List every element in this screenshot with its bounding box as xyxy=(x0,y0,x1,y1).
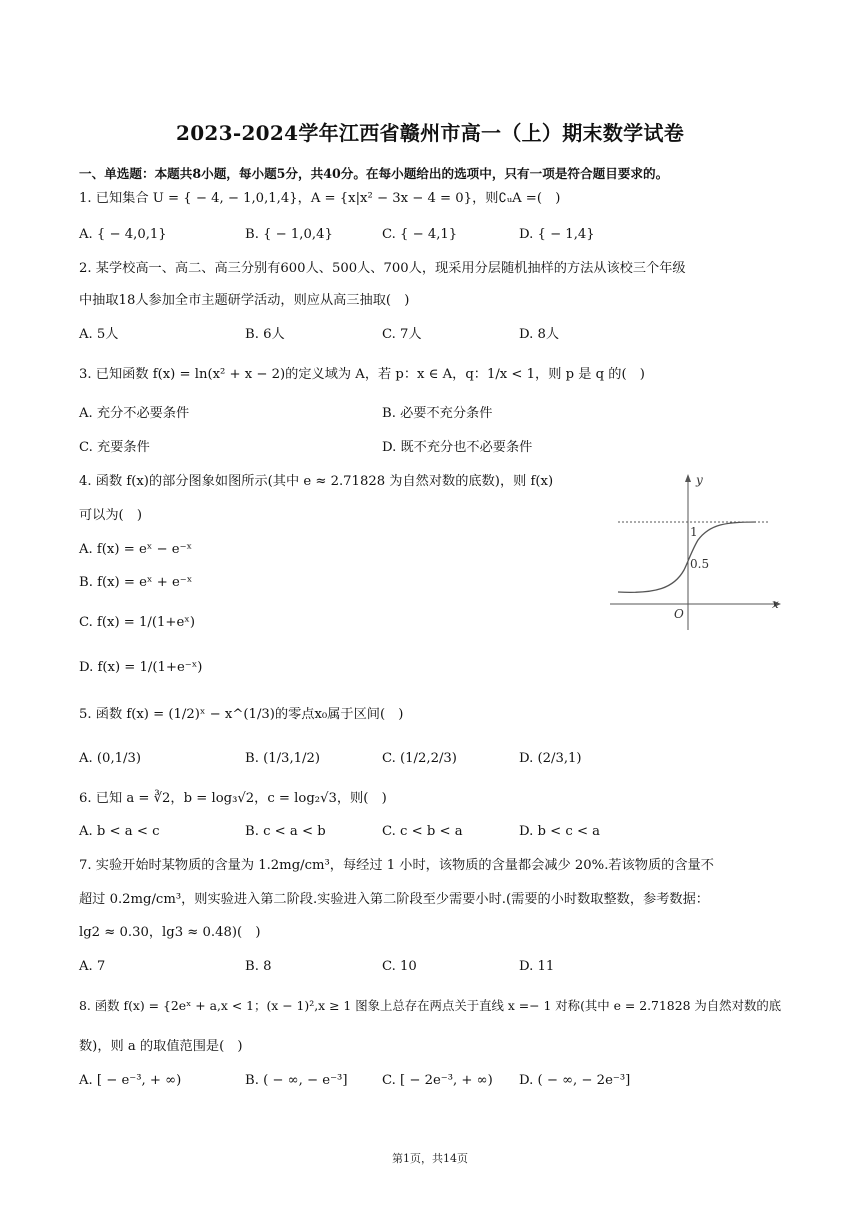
q1-option-b: B. { − 1,0,4} xyxy=(245,227,333,242)
question-8-stem-line1: 8. 函数 f(x) = {2eˣ + a,x < 1；(x − 1)²,x ≥ 1 图象上总存在两点关于直线 x =− 1 对称(其中 e = 2.71828 为自然对数的底 xyxy=(79,998,782,1013)
x-axis-label: x xyxy=(772,597,779,611)
question-5-stem: 5. 函数 f(x) = (1/2)ˣ − x^(1/3)的零点x₀属于区间( ) xyxy=(79,707,404,722)
question-4-stem-line2: 可以为( ) xyxy=(79,508,143,523)
q7-option-a: A. 7 xyxy=(79,959,106,974)
q7-option-d: D. 11 xyxy=(519,959,555,974)
question-7-stem-line1: 7. 实验开始时某物质的含量为 1.2mg/cm³，每经过 1 小时，该物质的含量都会减少 20%.若该物质的含量不 xyxy=(79,858,714,873)
question-2-stem-line1: 2. 某学校高一、高二、高三分别有600人、500人、700人，现采用分层随机抽样的方法从该校三个年级 xyxy=(79,261,686,276)
q2-option-d: D. 8人 xyxy=(519,327,560,342)
q4-option-a: A. f(x) = eˣ − e⁻ˣ xyxy=(79,542,193,557)
question-8-stem-line2: 数)，则 a 的取值范围是( ) xyxy=(79,1039,243,1054)
q4-option-d: D. f(x) = 1/(1+e⁻ˣ) xyxy=(79,660,203,675)
q2-option-a: A. 5人 xyxy=(79,327,119,342)
sigmoid-curve xyxy=(618,522,756,592)
label-one: 1 xyxy=(690,525,698,539)
question-2-stem-line2: 中抽取18人参加全市主题研学活动，则应从高三抽取( ) xyxy=(79,293,410,308)
question-3-stem: 3. 已知函数 f(x) = ln(x² + x − 2)的定义域为 A，若 p：x ∈ A，q：1/x < 1，则 p 是 q 的( ) xyxy=(79,367,645,382)
q5-option-d: D. (2/3,1) xyxy=(519,751,582,766)
question-6-stem: 6. 已知 a = ∛2，b = log₃√2，c = log₂√3，则( ) xyxy=(79,791,387,806)
label-half: 0.5 xyxy=(690,557,710,571)
q6-option-d: D. b < c < a xyxy=(519,824,601,839)
y-axis-label: y xyxy=(696,473,703,487)
y-axis-arrow-icon xyxy=(685,474,691,482)
question-7-stem-line2: 超过 0.2mg/cm³，则实验进入第二阶段.实验进入第二阶段至少需要小时.(需要的小时数取整数，参考数据： xyxy=(79,892,709,907)
q3-option-a: A. 充分不必要条件 xyxy=(79,406,190,421)
question-4-stem-line1: 4. 函数 f(x)的部分图象如图所示(其中 e ≈ 2.71828 为自然对数的底数)，则 f(x) xyxy=(79,474,554,489)
q7-option-b: B. 8 xyxy=(245,959,272,974)
q5-option-a: A. (0,1/3) xyxy=(79,751,142,766)
q8-option-d: D. ( − ∞, − 2e⁻³] xyxy=(519,1073,631,1088)
q4-option-b: B. f(x) = eˣ + e⁻ˣ xyxy=(79,575,193,590)
origin-label: O xyxy=(674,607,684,621)
question-1-stem: 1. 已知集合 U = { − 4, − 1,0,1,4}，A = {x|x² − 3x − 4 = 0}，则∁ᵤA =( ) xyxy=(79,191,561,206)
q6-option-c: C. c < b < a xyxy=(382,824,463,839)
q8-option-b: B. ( − ∞, − e⁻³] xyxy=(245,1073,348,1088)
q1-option-d: D. { − 1,4} xyxy=(519,227,595,242)
q1-option-c: C. { − 4,1} xyxy=(382,227,458,242)
q5-option-b: B. (1/3,1/2) xyxy=(245,751,321,766)
q6-option-a: A. b < a < c xyxy=(79,824,160,839)
q2-option-c: C. 7人 xyxy=(382,327,422,342)
q1-option-a: A. { − 4,0,1} xyxy=(79,227,167,242)
q3-option-b: B. 必要不充分条件 xyxy=(382,406,493,421)
q2-option-b: B. 6人 xyxy=(245,327,285,342)
q3-option-d: D. 既不充分也不必要条件 xyxy=(382,440,533,455)
question-7-stem-line3: lg2 ≈ 0.30，lg3 ≈ 0.48)( ) xyxy=(79,925,261,940)
q3-option-c: C. 充要条件 xyxy=(79,440,150,455)
q8-option-c: C. [ − 2e⁻³, + ∞) xyxy=(382,1073,493,1088)
q4-option-c: C. f(x) = 1/(1+eˣ) xyxy=(79,615,196,630)
q4-function-graph xyxy=(606,470,786,635)
page-footer: 第1页，共14页 xyxy=(392,1152,468,1165)
q5-option-c: C. (1/2,2/3) xyxy=(382,751,457,766)
section-heading: 一、单选题：本题共8小题，每小题5分，共40分。在每小题给出的选项中，只有一项是符合题目要求的。 xyxy=(79,166,669,181)
page-title: 2023-2024学年江西省赣州市高一（上）期末数学试卷 xyxy=(175,121,685,145)
q6-option-b: B. c < a < b xyxy=(245,824,326,839)
q7-option-c: C. 10 xyxy=(382,959,417,974)
q8-option-a: A. [ − e⁻³, + ∞) xyxy=(79,1073,182,1088)
